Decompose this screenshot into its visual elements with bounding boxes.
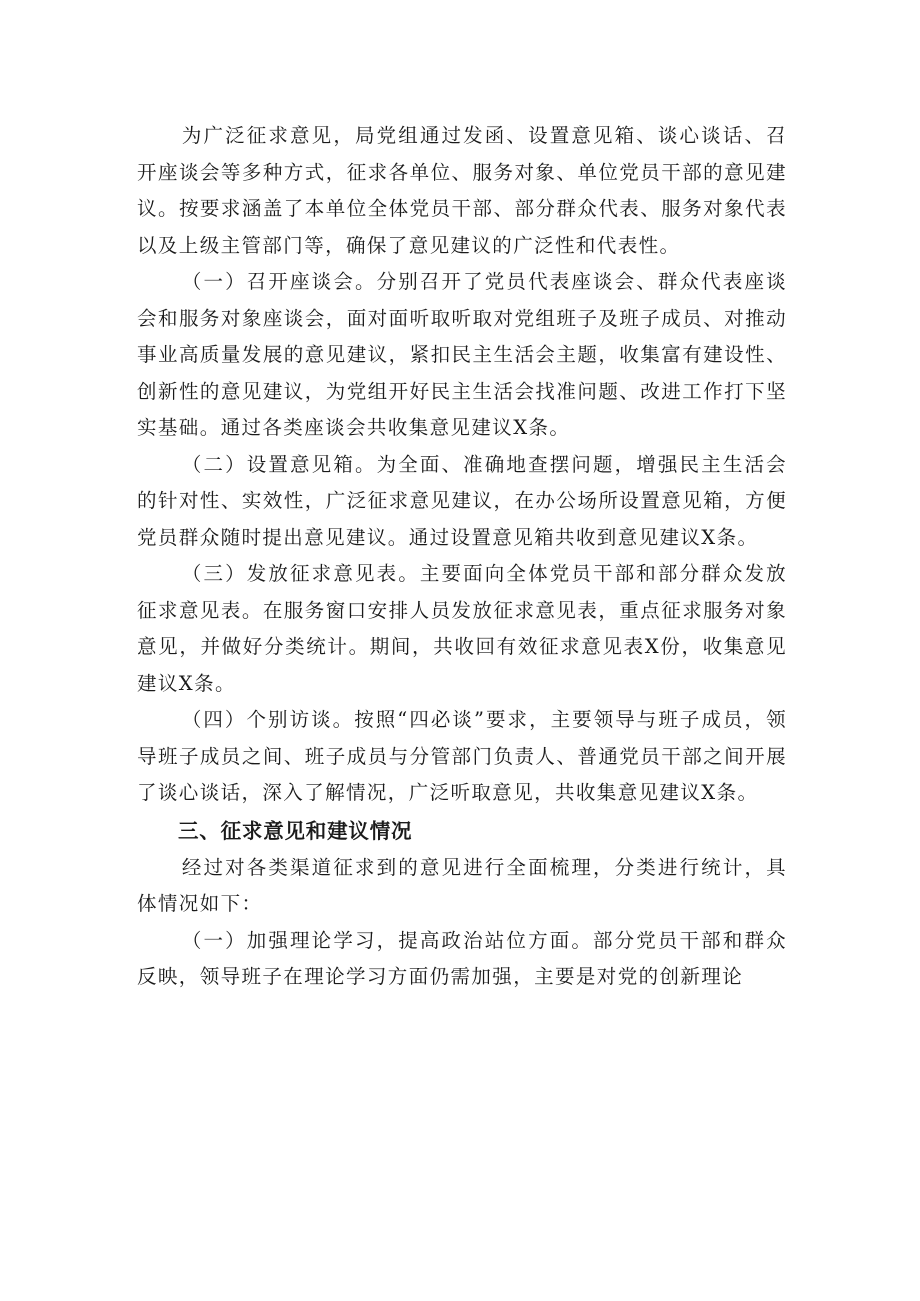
paragraph-intro: 为广泛征求意见，局党组通过发函、设置意见箱、谈心谈话、召开座谈会等多种方式，征求各单位、服务对象、单位党员干部的意见建议。按要求涵盖了本单位全体党员干部、部分群众代表、服务对象代表以及上级主管部门等，确保了意见建议的广泛性和代表性。 [137,124,787,257]
paragraph-symposium: （一）召开座谈会。分别召开了党员代表座谈会、群众代表座谈会和服务对象座谈会，面对面听取听取对党组班子及班子成员、对推动事业高质量发展的意见建议，紧扣民主生活会主题，收集富有建设性、创新性的意见建议，为党组开好民主生活会找准问题、改进工作打下坚实基础。通过各类座谈会共收集意见建议X条。 [137,270,787,439]
paragraph-opinion-form: （三）发放征求意见表。主要面向全体党员干部和部分群众发放征求意见表。在服务窗口安排人员发放征求意见表，重点征求服务对象意见，并做好分类统计。期间，共收回有效征求意见表X份，收集意见建议X条。 [137,562,787,695]
paragraph-individual-interview: （四）个别访谈。按照“四必谈”要求，主要领导与班子成员，领导班子成员之间、班子成员与分管部门负责人、普通党员干部之间开展了谈心谈话，深入了解情况，广泛听取意见，共收集意见建议X条。 [137,708,787,804]
paragraph-theory-study: （一）加强理论学习，提高政治站位方面。部分党员干部和群众反映，领导班子在理论学习方面仍需加强，主要是对党的创新理论 [137,928,787,988]
paragraph-suggestion-box: （二）设置意见箱。为全面、准确地查摆问题，增强民主生活会的针对性、实效性，广泛征求意见建议，在办公场所设置意见箱，方便党员群众随时提出意见建议。通过设置意见箱共收到意见建议X条。 [137,452,787,549]
document-body [137,118,787,996]
paragraph-summary: 经过对各类渠道征求到的意见进行全面梳理，分类进行统计，具体情况如下： [137,855,787,915]
section-heading: 三、征求意见和建议情况 [178,818,413,843]
